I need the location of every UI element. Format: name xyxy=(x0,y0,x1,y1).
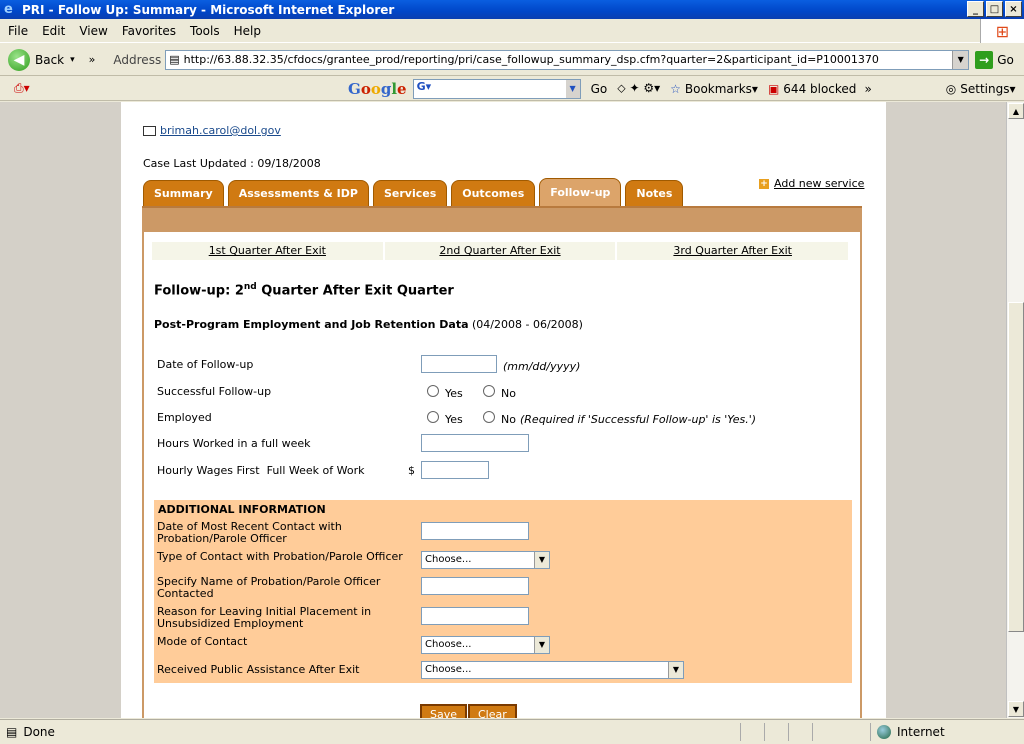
hours-worked-input[interactable] xyxy=(421,434,529,452)
window-title: PRI - Follow Up: Summary - Microsoft Internet Explorer xyxy=(22,2,395,17)
window-titlebar xyxy=(0,0,1024,19)
bookmarks-star-icon: ☆ xyxy=(670,81,681,96)
address-label: Address xyxy=(113,52,162,67)
page-title xyxy=(154,282,454,298)
menu-help[interactable]: Help xyxy=(233,23,261,38)
address-input[interactable] xyxy=(165,50,969,70)
hourly-wages-input[interactable] xyxy=(421,461,489,479)
scroll-up-icon[interactable]: ▲ xyxy=(1008,103,1024,119)
section-heading-bold: Post-Program Employment and Job Retention Data xyxy=(154,318,469,331)
browser-viewport xyxy=(0,102,1006,718)
email-row xyxy=(143,124,281,137)
security-zone-label: Internet xyxy=(897,725,945,739)
tab-services[interactable]: Services xyxy=(373,180,447,206)
section-heading xyxy=(154,318,583,331)
additional-information-section xyxy=(154,500,852,683)
popup-blocked-count[interactable]: 644 blocked xyxy=(783,81,857,96)
quarter-tab-3[interactable]: 3rd Quarter After Exit xyxy=(617,242,848,260)
employed-required-hint: (Required if 'Successful Follow-up' is 'Yes.') xyxy=(520,413,757,426)
email-link[interactable]: brimah.carol@dol.gov xyxy=(160,124,281,137)
successful-no-label: No xyxy=(501,387,516,400)
case-tabs xyxy=(143,174,687,206)
status-bar xyxy=(0,719,1024,744)
successful-yes-radio[interactable] xyxy=(427,385,439,397)
google-go-button[interactable]: Go xyxy=(590,81,608,96)
google-tools-icon[interactable]: ⬦ ✦ ⚙▾ xyxy=(617,81,661,95)
quarter-tab-2[interactable]: 2nd Quarter After Exit xyxy=(385,242,616,260)
dollar-sign: $ xyxy=(408,464,415,477)
save-button[interactable]: Save xyxy=(420,704,467,718)
maximize-button[interactable]: □ xyxy=(986,1,1003,17)
additional-information-header: ADDITIONAL INFORMATION xyxy=(158,503,326,516)
date-of-follow-up-input[interactable] xyxy=(421,355,497,373)
successful-yes-label: Yes xyxy=(445,387,463,400)
clear-button[interactable]: Clear xyxy=(468,704,517,718)
tab-summary[interactable]: Summary xyxy=(143,180,224,206)
quarter-tab-1[interactable]: 1st Quarter After Exit xyxy=(152,242,383,260)
google-search-dropdown-icon[interactable]: ▼ xyxy=(566,80,580,98)
mode-of-contact-select[interactable] xyxy=(421,636,550,654)
chevron-down-icon: ▼ xyxy=(534,552,549,568)
menu-edit[interactable]: Edit xyxy=(42,23,66,38)
tab-notes[interactable]: Notes xyxy=(625,180,683,206)
vertical-scrollbar[interactable] xyxy=(1006,102,1024,718)
title-suffix: Quarter After Exit Quarter xyxy=(256,283,454,299)
officer-name-input[interactable] xyxy=(421,577,529,595)
toolbar-overflow-icon[interactable]: » xyxy=(88,53,96,66)
reason-leaving-input[interactable] xyxy=(421,607,529,625)
address-dropdown-icon[interactable]: ▼ xyxy=(952,51,968,69)
ie-icon: e xyxy=(4,1,13,17)
contact-type-label: Type of Contact with Probation/Parole Officer xyxy=(157,550,403,563)
case-last-updated: Case Last Updated : 09/18/2008 xyxy=(143,157,321,170)
tab-assessments-idp[interactable]: Assessments & IDP xyxy=(228,180,369,206)
menu-favorites[interactable]: Favorites xyxy=(121,23,177,38)
successful-follow-up-label: Successful Follow-up xyxy=(157,385,272,398)
section-date-range: (04/2008 - 06/2008) xyxy=(468,318,583,331)
web-page xyxy=(121,102,886,718)
settings-gear-icon: ◎ xyxy=(945,81,957,96)
contact-date-input[interactable] xyxy=(421,522,529,540)
tab-follow-up[interactable]: Follow-up xyxy=(539,178,621,206)
add-icon: + xyxy=(760,178,768,189)
mode-of-contact-value: Choose... xyxy=(425,639,472,650)
back-button[interactable] xyxy=(8,49,95,71)
page-icon: ▤ xyxy=(169,53,180,66)
status-divider xyxy=(812,723,813,741)
go-label: Go xyxy=(997,52,1014,67)
public-assistance-select[interactable] xyxy=(421,661,684,679)
go-arrow-icon: → xyxy=(975,51,993,69)
add-new-service-label: Add new service xyxy=(774,177,865,190)
status-divider xyxy=(764,723,765,741)
contact-type-value: Choose... xyxy=(425,554,472,565)
date-format-hint: (mm/dd/yyyy) xyxy=(503,360,581,373)
status-done-label: Done xyxy=(23,725,55,739)
public-assistance-value: Choose... xyxy=(425,664,472,675)
settings-button[interactable]: Settings▾ xyxy=(960,81,1016,96)
back-label: Back xyxy=(35,52,65,67)
window-controls xyxy=(967,1,1022,17)
globe-icon xyxy=(877,725,891,739)
hours-worked-label: Hours Worked in a full week xyxy=(157,437,311,450)
page-done-icon: ▤ xyxy=(6,725,18,739)
security-zone xyxy=(870,723,945,741)
officer-name-label: Specify Name of Probation/Parole Officer Contacted xyxy=(157,575,381,600)
mode-of-contact-label: Mode of Contact xyxy=(157,635,248,648)
google-logo: Google xyxy=(348,79,407,98)
add-new-service-link[interactable] xyxy=(759,177,864,190)
go-button[interactable] xyxy=(975,51,1014,69)
employed-yes-radio[interactable] xyxy=(427,411,439,423)
hourly-wages-label: Hourly Wages First Full Week of Work xyxy=(157,464,365,477)
menu-tools[interactable]: Tools xyxy=(190,23,220,38)
back-arrow-icon: ◀ xyxy=(8,49,30,71)
envelope-icon xyxy=(143,126,156,136)
quarter-tabs xyxy=(152,242,848,260)
scroll-down-icon[interactable]: ▼ xyxy=(1008,701,1024,717)
pdf-icon[interactable]: ⎙▾ xyxy=(14,81,30,95)
date-of-follow-up-label: Date of Follow-up xyxy=(157,358,254,371)
windows-logo-icon: ⊞ xyxy=(980,19,1024,43)
status-done xyxy=(6,725,55,739)
status-divider xyxy=(740,723,741,741)
successful-no-radio[interactable] xyxy=(483,385,495,397)
chevron-down-icon[interactable]: ▾ xyxy=(70,54,75,65)
employed-label: Employed xyxy=(157,411,212,424)
reason-leaving-label: Reason for Leaving Initial Placement in Unsubsidized Employment xyxy=(157,605,372,630)
follow-up-panel xyxy=(142,232,862,718)
menu-view[interactable]: View xyxy=(79,23,108,38)
public-assistance-label: Received Public Assistance After Exit xyxy=(157,663,360,676)
menu-file[interactable]: File xyxy=(8,23,29,38)
google-toolbar xyxy=(0,77,1024,101)
tab-panel-header xyxy=(142,206,862,232)
google-search-input[interactable]: G▾ ▼ xyxy=(413,79,581,99)
title-prefix: Follow-up: 2 xyxy=(154,283,244,299)
contact-date-label: Date of Most Recent Contact with Probation/Parole Officer xyxy=(157,520,342,545)
contact-type-select[interactable] xyxy=(421,551,550,569)
scrollbar-thumb[interactable] xyxy=(1008,302,1024,632)
chevron-down-icon: ▼ xyxy=(534,637,549,653)
minimize-button[interactable]: _ xyxy=(967,1,984,17)
status-divider xyxy=(788,723,789,741)
address-toolbar xyxy=(0,44,1024,76)
menu-bar xyxy=(0,19,1024,43)
popup-blocker-icon: ▣ xyxy=(767,81,780,96)
chevron-down-icon: ▼ xyxy=(668,662,683,678)
title-sup: nd xyxy=(243,282,257,292)
google-toolbar-overflow-icon[interactable]: » xyxy=(864,81,872,96)
bookmarks-button[interactable]: Bookmarks▾ xyxy=(684,81,758,96)
close-button[interactable]: × xyxy=(1005,1,1022,17)
employed-no-radio[interactable] xyxy=(483,411,495,423)
tab-outcomes[interactable]: Outcomes xyxy=(451,180,535,206)
employed-yes-label: Yes xyxy=(445,413,463,426)
employed-no-label: No xyxy=(501,413,516,426)
address-url: http://63.88.32.35/cfdocs/grantee_prod/reporting/pri/case_followup_summary_dsp.cfm?quarter=2&participant_id=P10001370 xyxy=(183,53,879,66)
